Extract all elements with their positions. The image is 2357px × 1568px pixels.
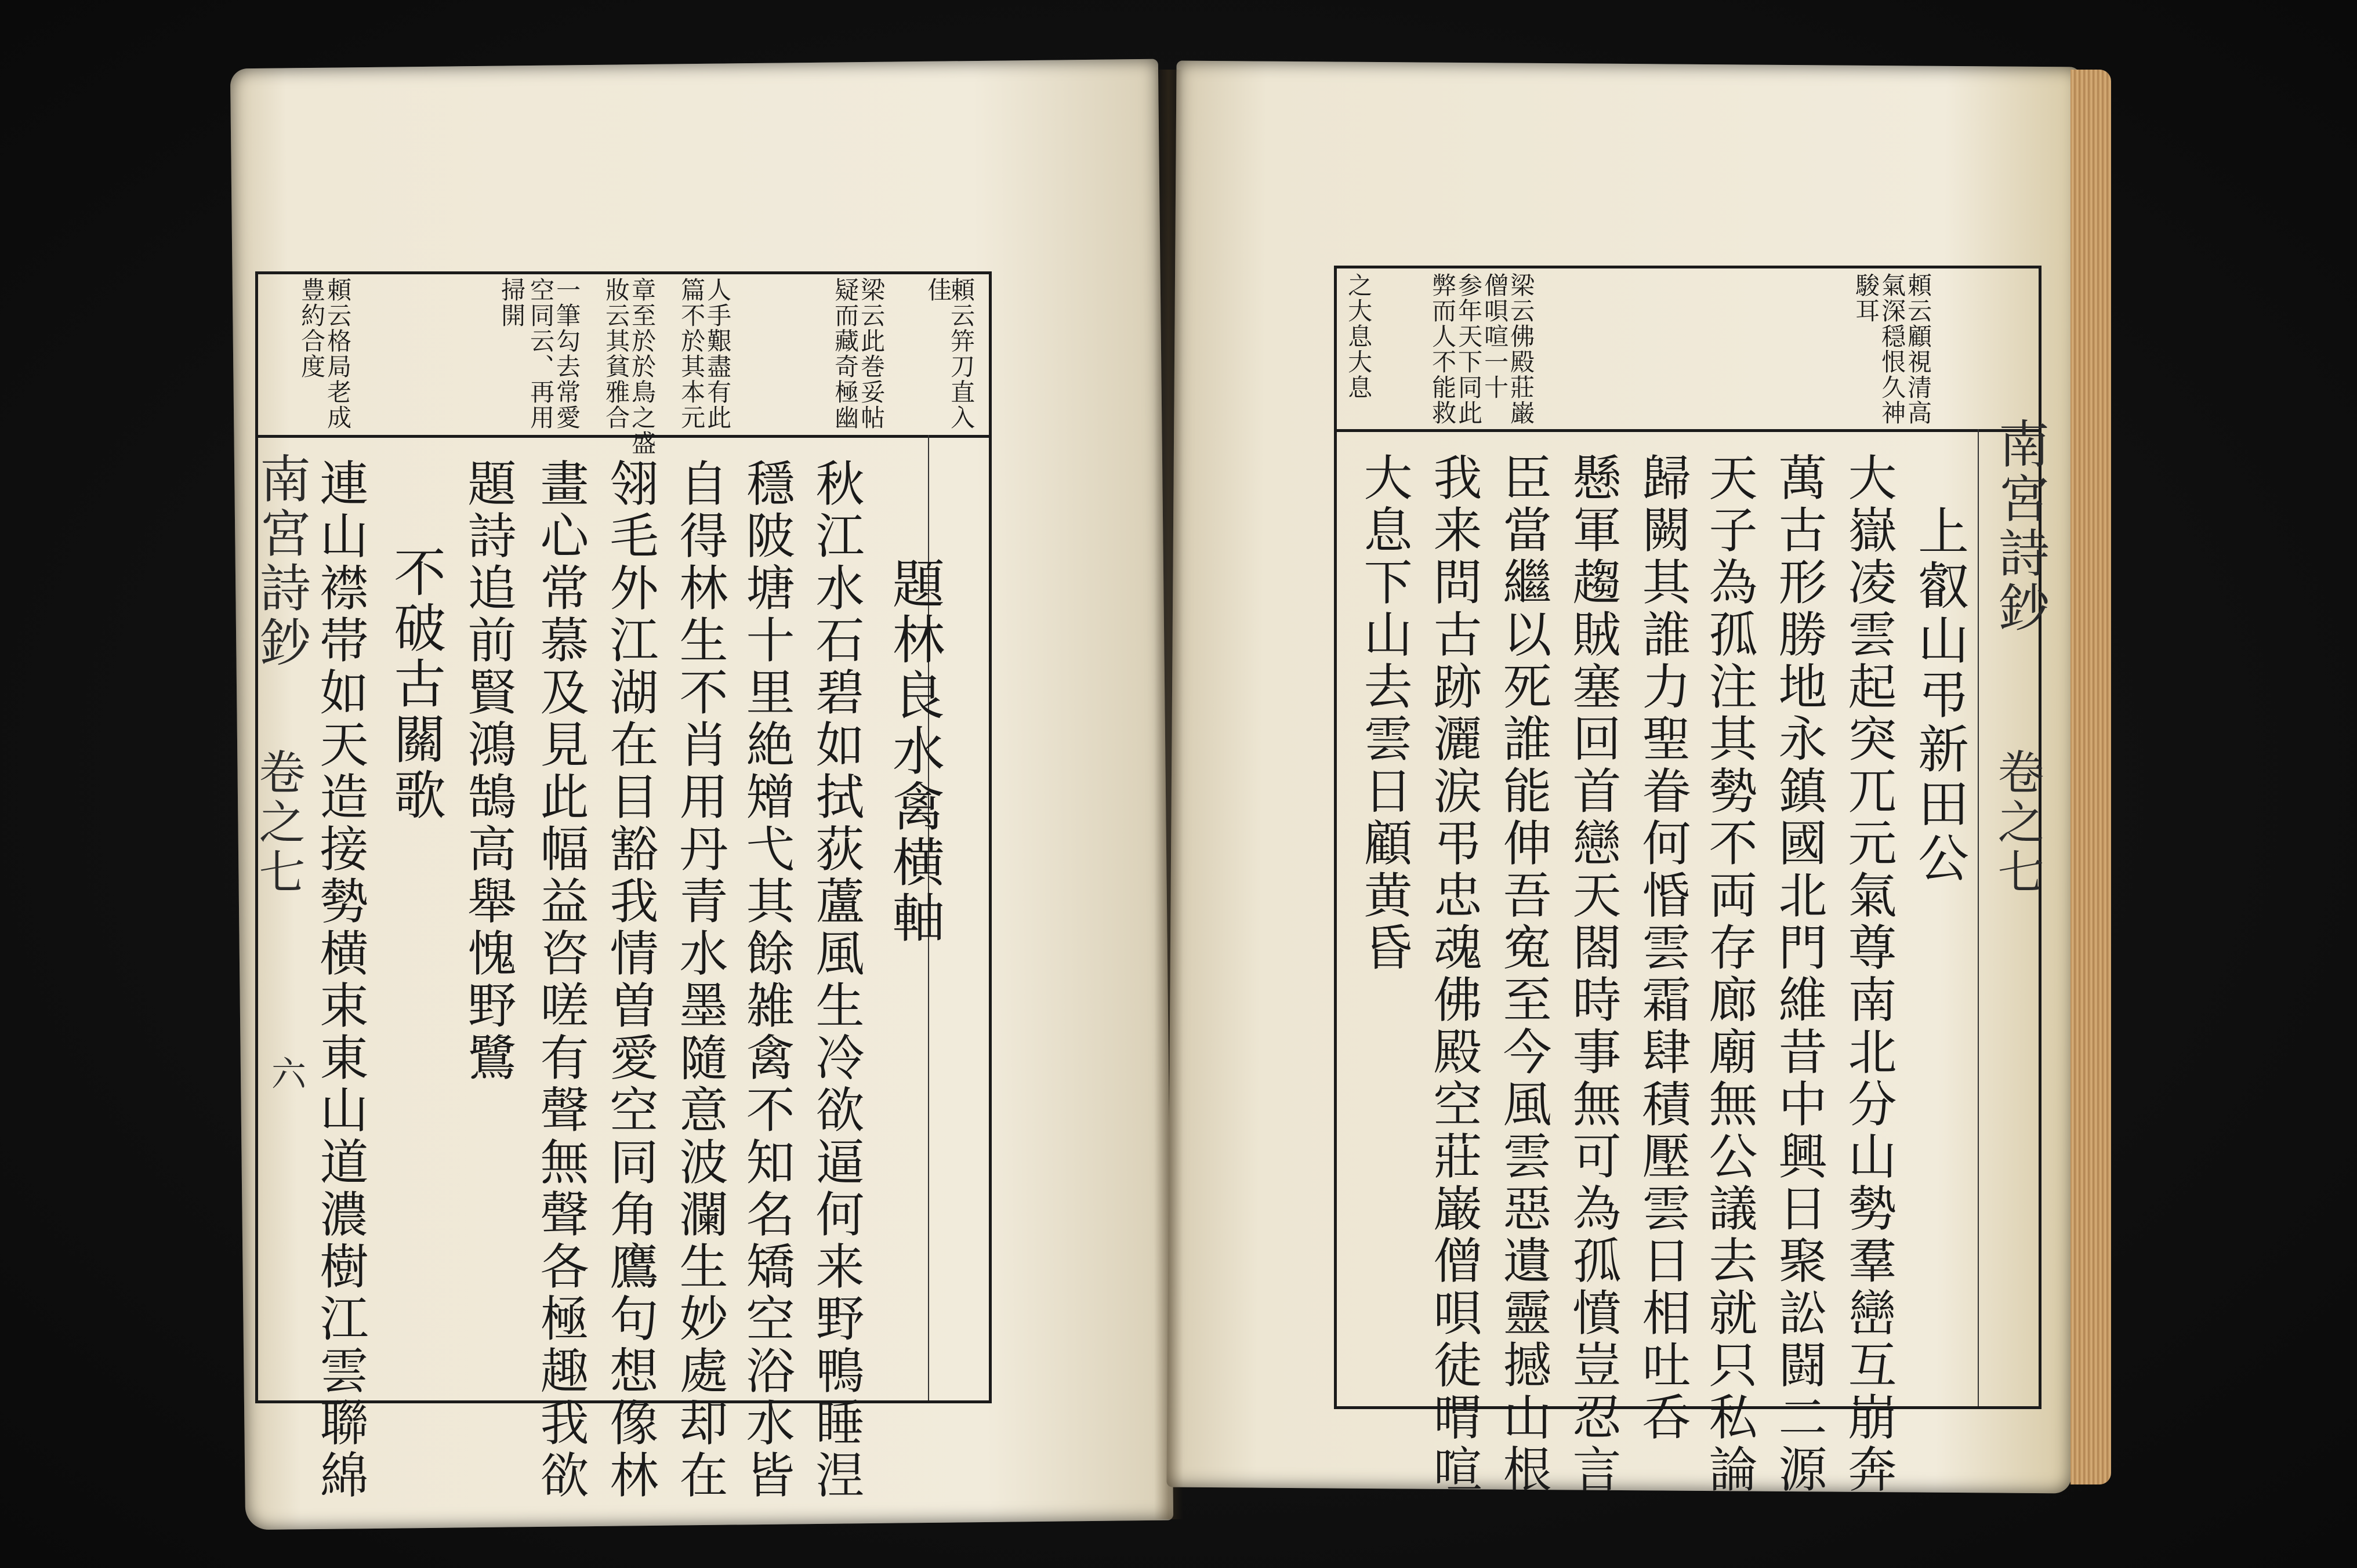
left-volume-label: 卷之七 bbox=[251, 748, 305, 898]
left-headnote-2: 佳 bbox=[924, 277, 953, 303]
left-body-col-3: 自得林生不肖用丹青水墨隨意波瀾生妙處却在 bbox=[672, 458, 728, 1502]
left-body-col-1: 秋江水石碧如拭荻蘆風生冷欲逼何来野鴨睡𣵀 bbox=[808, 458, 865, 1502]
right-poem-title: 上叡山弔新田公 bbox=[1910, 504, 1970, 886]
left-body-col-2: 穩陂塘十里絶矰弋其餘雑禽不知名矯空浴水皆 bbox=[738, 458, 795, 1502]
right-body-col-6: 臣當繼以死誰能伸吾寃至今風雲惡遺靈撼山根 bbox=[1495, 452, 1552, 1496]
left-headnote-6: 篇不於其本元 bbox=[677, 277, 706, 430]
right-headnote-3: 駿耳 bbox=[1852, 273, 1881, 324]
left-body-col-7: 連山襟帯如天造接勢横束東山道濃樹江雲聯綿 bbox=[312, 458, 369, 1502]
left-headnote-10: 空同云、再用 bbox=[527, 277, 556, 430]
right-headnote-7: 弊而人不能救 bbox=[1428, 273, 1457, 426]
right-headnote-6: 参年天下同此 bbox=[1455, 273, 1484, 426]
right-headnote-4: 梁云佛殿莊巌 bbox=[1507, 273, 1536, 426]
right-body-col-7: 我来問古跡灑涙弔忠魂佛殿空莊巌僧唄徒喟喧 bbox=[1426, 452, 1482, 1496]
right-running-title: 南宮詩鈔 bbox=[1990, 418, 2050, 636]
left-body-col-5: 畫心常慕及見此幅益咨嗟有聲無聲各極趣我欲 bbox=[532, 458, 589, 1502]
right-body-col-1: 大嶽凌雲起突兀元氣尊南北分山勢羣巒互崩奔 bbox=[1840, 452, 1897, 1496]
left-headnote-5: 人手艱盡有此 bbox=[704, 277, 733, 430]
left-headnote-3: 梁云此巻妥帖 bbox=[857, 277, 886, 430]
page-edges bbox=[2070, 70, 2111, 1484]
left-running-title: 南宮詩鈔 bbox=[252, 452, 311, 670]
right-volume-label: 卷之七 bbox=[1990, 748, 2044, 898]
right-headnote-8: 之大息大息 bbox=[1344, 273, 1373, 400]
right-body-col-8: 大息下山去雲日顧黄昏 bbox=[1356, 452, 1413, 974]
left-body-col-4: 翎毛外江湖在目豁我情曽愛空同角鷹句想像林 bbox=[602, 458, 659, 1502]
right-body-col-3: 天子為孤注其勢不両存廊廟無公議去就只私論 bbox=[1701, 452, 1758, 1496]
right-body-col-4: 歸闕其誰力聖眷何惛雲霜肆積壓雲日相吐呑 bbox=[1634, 452, 1691, 1444]
left-headnote-13: 豊約合度 bbox=[298, 277, 327, 379]
left-headnote-12: 頼云格局老成 bbox=[324, 277, 353, 430]
right-headnote-1: 頼云顧視清高 bbox=[1904, 273, 1933, 426]
left-headnote-9: 一筆勾去常愛 bbox=[553, 277, 582, 430]
left-headnote-4: 疑而藏奇極幽 bbox=[831, 277, 860, 430]
left-poem-title-1: 題林良水禽横軸 bbox=[883, 557, 944, 946]
right-headnote-2: 氣深穏恨久神 bbox=[1878, 273, 1907, 426]
left-page-number: 六 bbox=[266, 1055, 306, 1094]
right-body-col-2: 萬古形勝地永鎮國北門維昔中興日聚訟闘二源 bbox=[1771, 452, 1827, 1496]
right-fold-rule bbox=[1978, 429, 1979, 1406]
left-poem-title-2: 不破古關歌 bbox=[385, 545, 445, 823]
right-headnote-5: 僧唄喧一十 bbox=[1481, 273, 1510, 400]
left-headnote-1: 頼云笄刀直入 bbox=[947, 277, 976, 430]
left-headnote-8: 妝云其貧雅合 bbox=[602, 277, 631, 430]
left-body-col-6: 題詩追前賢鴻鵠高舉愧野鷺 bbox=[460, 458, 517, 1084]
left-headnote-7: 章至於於鳥之盛 bbox=[628, 277, 657, 456]
right-body-col-5: 懸軍趨賊塞回首戀天閤時事無可為孤憤豈忍言 bbox=[1565, 452, 1622, 1496]
book-gutter bbox=[1154, 70, 1183, 1519]
left-headnote-11: 掃開 bbox=[498, 277, 527, 328]
